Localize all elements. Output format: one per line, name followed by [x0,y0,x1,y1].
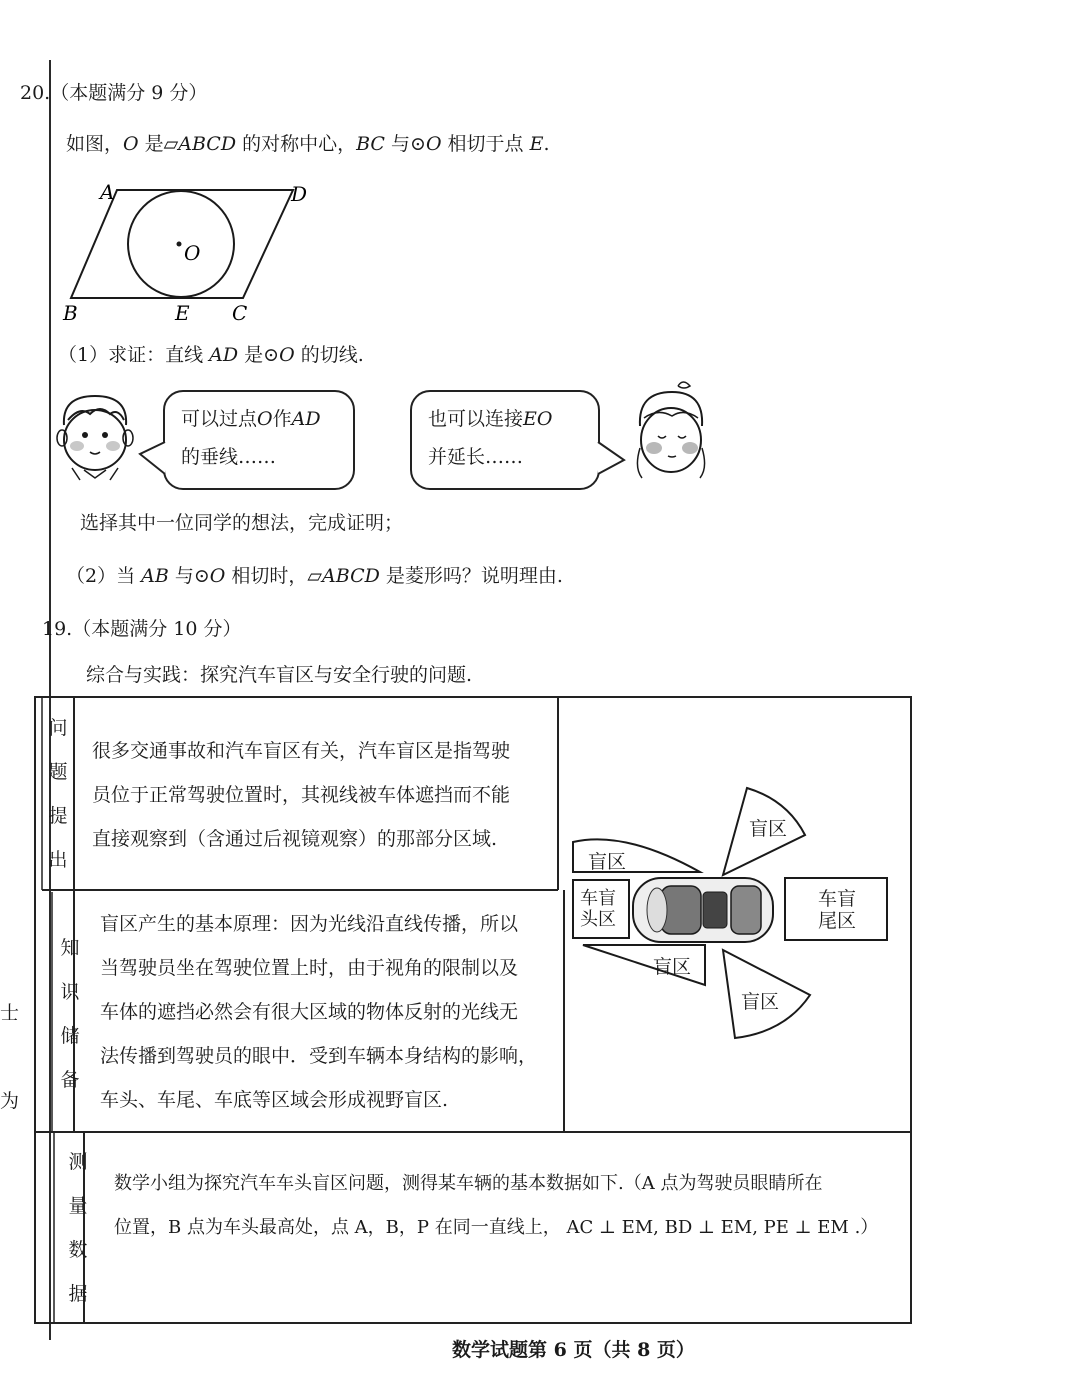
row2-line: 法传播到驾驶员的眼中．受到车辆本身结构的影响， [100,1045,538,1067]
q20-part2-var: AB [141,565,169,587]
q20-intro-text: 与⊙ [384,133,426,155]
row1-label [44,706,72,882]
bubble-left-text: 作 [272,408,292,430]
row2-label-char: 储 [60,1025,80,1047]
label-a: A [100,180,115,204]
q20-header [20,80,207,106]
row3-text [114,1162,878,1250]
boy-avatar [50,390,140,485]
label-c: C [232,301,248,325]
q20-part1-text: 的切线. [294,344,364,366]
row1-line: 很多交通事故和汽车盲区有关，汽车盲区是指驾驶 [92,740,511,762]
bubble-left-tail [138,440,170,480]
tail-zone-line: 尾区 [818,910,857,932]
q20-intro-text: 的对称中心， [236,133,357,155]
row2-line: 车体的遮挡必然会有很大区域的物体反射的光线无 [100,1001,519,1023]
page-footer: 数学试题第 6 页（共 8 页） [452,1339,695,1361]
row1-text [92,729,510,861]
label-o: O [184,241,201,265]
row2-line: 当驾驶员坐在驾驶位置上时，由于视角的限制以及 [100,957,519,979]
q20-intro [66,131,550,157]
q20-part2-var: O [209,565,226,587]
label-e: E [175,301,190,325]
row3-label-char: 数 [68,1239,88,1261]
bubble-left-line1 [181,400,337,438]
q20-part1-text: 是⊙ [238,344,280,366]
bubble-left-var: O [257,408,273,430]
bubble-right-var: EO [523,408,553,430]
girl-avatar [628,378,714,483]
label-b: B [63,301,78,325]
car-top-view [633,878,773,942]
q20-part2-text: （2）当 [66,565,142,587]
head-zone-line: 车盲 [580,888,616,909]
row2-line: 车头、车尾、车底等区域会形成视野盲区. [100,1089,449,1111]
parallelogram-abcd [71,190,293,298]
blind-label-bottom-mid: 盲区 [653,956,692,978]
q20-intro-var: O [425,133,442,155]
row2-label-char: 备 [60,1069,80,1091]
row1-label-char: 提 [48,805,68,827]
q19-intro: 综合与实践：探究汽车盲区与安全行驶的问题. [86,664,473,686]
row3-label [64,1140,92,1316]
q20-intro-var: ABCD [178,133,237,155]
row1-label-char: 问 [48,717,68,739]
row3-line: 数学小组为探究汽车车头盲区问题，测得某车辆的基本数据如下.（A 点为驾驶员眼睛所在 [114,1173,823,1194]
speech-bubble-left [163,390,355,490]
blind-label-top-right: 盲区 [749,818,788,840]
bubble-right-line1 [428,400,582,438]
row2-label-char: 知 [60,937,80,959]
bubble-right-line2: 并延长…… [428,446,524,468]
edge-char-upper: 士 [0,1002,20,1024]
row2-line: 盲区产生的基本原理：因为光线沿直线传播，所以 [100,913,519,935]
q20-number: 20. [20,82,51,104]
q20-part2 [66,563,563,589]
blind-label-bottom-right: 盲区 [741,991,780,1013]
row3-line: 位置，B 点为车头最高处，点 A，B，P 在同一直线上， AC ⊥ EM, BD ⊥ EM, PE ⊥ EM .） [114,1217,879,1238]
tail-zone-line: 车盲 [818,888,857,910]
head-zone-line: 头区 [580,909,616,930]
edge-char-lower: 为 [0,1090,20,1112]
bubble-right-tail [594,440,628,480]
head-zone-label [580,888,616,930]
row1-line: 员位于正常驾驶位置时，其视线被车体遮挡而不能 [92,784,511,806]
label-d: D [291,182,308,206]
q20-intro-text: 如图， [66,133,124,155]
bubble-left-text: 可以过点 [181,408,258,430]
q20-intro-var: E [529,133,544,155]
parallelogram-figure [55,175,325,330]
row3-label-char: 测 [68,1151,88,1173]
bubble-left-line2: 的垂线…… [181,446,277,468]
q20-score: （本题满分 9 分） [50,82,208,104]
q20-part2-var: ABCD [322,565,380,587]
row3-label-char: 据 [68,1283,88,1305]
row1-line: 直接观察到（含通过后视镜观察）的那部分区域. [92,828,498,850]
row1-label-char: 题 [48,761,68,783]
q20-part1-text: （1）求证：直线 [58,344,210,366]
bubble-right-text: 也可以连接 [428,408,524,430]
q19-header [42,616,241,642]
row2-label-char: 识 [60,981,80,1003]
q19-score: （本题满分 10 分） [72,618,242,640]
tail-zone-label [818,888,856,932]
blind-label-top-left: 盲区 [588,851,627,873]
q20-part2-text: 与⊙ [168,565,210,587]
row2-label [56,926,84,1102]
row2-text [100,902,537,1122]
q20-intro-text: 相切于点 [441,133,530,155]
row3-label-char: 量 [68,1195,88,1217]
q20-choose: 选择其中一位同学的想法，完成证明； [80,512,404,534]
q20-intro-var: BC [356,133,385,155]
q20-part1 [58,342,364,368]
q20-part2-text: 是菱形吗？说明理由. [379,565,563,587]
center-point-o [177,242,182,247]
speech-bubble-right [410,390,600,490]
q20-intro-text: 是▱ [138,133,179,155]
row1-label-char: 出 [48,849,68,871]
q19-number: 19. [42,618,73,640]
q20-part1-var: AD [209,344,239,366]
bubble-left-var: AD [291,408,321,430]
q20-part1-var: O [279,344,295,366]
q20-intro-var: O [123,133,139,155]
q20-intro-text: . [543,133,550,155]
q20-part2-text: 相切时，▱ [225,565,323,587]
